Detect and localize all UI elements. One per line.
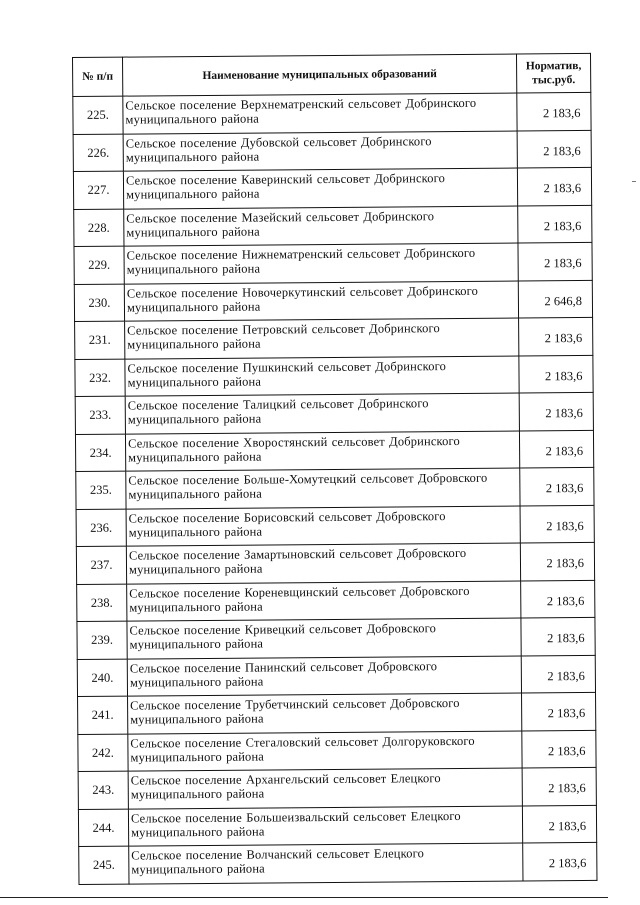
normative-value: 2 183,6 [522, 692, 596, 730]
municipality-name: Сельское поселение Большеизвальский сельсовет Елецкого муниципального района [128, 805, 522, 846]
bottom-rule [0, 897, 608, 898]
municipality-name: Сельское поселение Стегаловский сельсовет Долгоруковского муниципального района [128, 730, 522, 771]
row-number: 229. [74, 246, 124, 284]
table-row [73, 130, 591, 172]
table-row [73, 167, 591, 209]
municipality-name: Сельское поселение Каверинский сельсовет Добринского муниципального района [123, 168, 517, 209]
row-number: 238. [77, 584, 127, 622]
normative-value: 2 183,6 [518, 242, 592, 280]
table-row [75, 430, 593, 472]
normative-value: 2 183,6 [520, 467, 594, 505]
header-number: № п/п [73, 57, 123, 96]
row-number: 232. [75, 359, 125, 397]
row-number: 235. [76, 471, 126, 509]
municipality-name: Сельское поселение Волчанский сельсовет Елецкого муниципального района [129, 843, 523, 884]
table-row [78, 692, 596, 734]
municipality-name: Сельское поселение Больше-Хомутецкий сельсовет Добровского муниципального района [126, 468, 520, 509]
row-number: 237. [76, 546, 126, 584]
normative-value: 2 183,6 [520, 505, 594, 543]
table-row [74, 242, 592, 284]
municipality-name: Сельское поселение Архангельский сельсовет Елецкого муниципального района [128, 768, 522, 809]
table-row [76, 505, 594, 547]
municipality-name: Сельское поселение Пушкинский сельсовет Добринского муниципального района [125, 355, 519, 396]
row-number: 236. [76, 509, 126, 547]
table-row [78, 767, 596, 809]
table-header-row [73, 53, 591, 96]
normative-value: 2 183,6 [522, 730, 596, 768]
row-number: 227. [73, 171, 123, 209]
normative-value: 2 183,6 [522, 805, 596, 843]
normative-value: 2 183,6 [519, 317, 593, 355]
row-number: 240. [77, 659, 127, 697]
municipality-name: Сельское поселение Новочеркутинский сельсовет Добринского муниципального района [124, 281, 518, 322]
municipality-name: Сельское поселение Кривецкий сельсовет Добровского муниципального района [127, 618, 521, 659]
row-number: 241. [78, 696, 128, 734]
header-value [516, 53, 590, 93]
row-number: 225. [73, 96, 123, 134]
row-number: 244. [78, 809, 128, 847]
margin-mark [632, 181, 636, 182]
municipality-name: Сельское поселение Нижнематренский сельсовет Добринского муниципального района [124, 243, 518, 284]
row-number: 230. [74, 284, 124, 322]
municipality-name: Сельское поселение Мазейский сельсовет Добринского муниципального района [124, 206, 518, 247]
normative-value: 2 183,6 [521, 655, 595, 693]
table-row [77, 580, 595, 622]
row-number: 228. [74, 209, 124, 247]
table-row [75, 355, 593, 397]
normative-value: 2 183,6 [522, 767, 596, 805]
header-value-line2: тыс.руб. [532, 74, 576, 87]
normative-value: 2 183,6 [519, 430, 593, 468]
table-row [75, 317, 593, 359]
municipality-name: Сельское поселение Талицкий сельсовет Добринского муниципального района [125, 393, 519, 434]
normative-value: 2 183,6 [517, 167, 591, 205]
table-row [76, 542, 594, 584]
municipality-name: Сельское поселение Дубовской сельсовет Добринского муниципального района [123, 131, 517, 172]
normative-value: 2 183,6 [520, 542, 594, 580]
row-number: 226. [73, 134, 123, 172]
row-number: 231. [75, 321, 125, 359]
table-row [73, 92, 591, 134]
header-value-line1: Норматив, [525, 60, 582, 73]
normative-value: 2 646,8 [518, 280, 592, 318]
municipality-name: Сельское поселение Верхнематренский сельсовет Добринского муниципального района [123, 93, 517, 134]
table-row [74, 280, 592, 322]
municipality-name: Сельское поселение Панинский сельсовет Добровского муниципального района [127, 655, 521, 696]
row-number: 239. [77, 621, 127, 659]
table-row [78, 730, 596, 772]
normative-value: 2 183,6 [518, 205, 592, 243]
table-row [74, 205, 592, 247]
row-number: 243. [78, 771, 128, 809]
normative-value: 2 183,6 [523, 842, 597, 880]
row-number: 233. [75, 396, 125, 434]
municipality-name: Сельское поселение Хворостянский сельсовет Добринского муниципального района [125, 430, 519, 471]
municipality-name: Сельское поселение Кореневщинский сельсовет Добровского муниципального района [127, 580, 521, 621]
table-row [77, 617, 595, 659]
normatives-table [72, 53, 597, 885]
table-row [75, 392, 593, 434]
table-row [77, 655, 595, 697]
normative-value: 2 183,6 [521, 617, 595, 655]
row-number: 242. [78, 734, 128, 772]
normative-value: 2 183,6 [517, 130, 591, 168]
row-number: 234. [75, 434, 125, 472]
municipality-name: Сельское поселение Петровский сельсовет Добринского муниципального района [125, 318, 519, 359]
normative-value: 2 183,6 [521, 580, 595, 618]
table-row [76, 467, 594, 509]
municipality-name: Сельское поселение Трубетчинский сельсовет Добровского муниципального района [128, 693, 522, 734]
table-row [79, 842, 597, 884]
municipality-name: Сельское поселение Борисовский сельсовет Добровского муниципального района [126, 505, 520, 546]
table-body [73, 92, 597, 884]
row-number: 245. [79, 846, 129, 884]
header-name: Наименование муниципальных образований [123, 54, 517, 96]
normative-value: 2 183,6 [519, 355, 593, 393]
normative-value: 2 183,6 [517, 92, 591, 130]
table-row [78, 805, 596, 847]
municipality-name: Сельское поселение Замартыновский сельсовет Добровского муниципального района [126, 543, 520, 584]
normative-value: 2 183,6 [519, 392, 593, 430]
